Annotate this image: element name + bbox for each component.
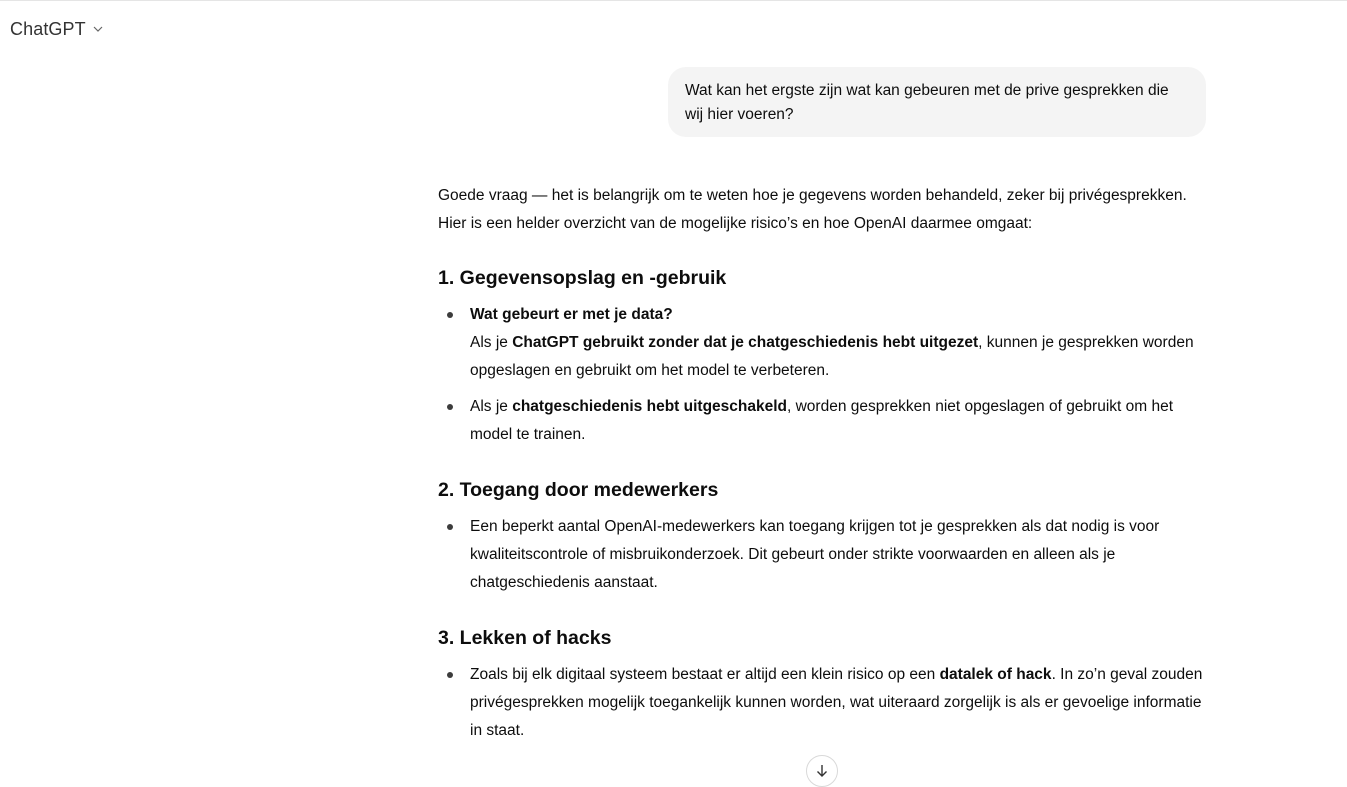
bullet-title: Wat gebeurt er met je data? xyxy=(470,306,673,323)
list-item xyxy=(438,301,1208,385)
section-heading: 2. Toegang door medewerkers xyxy=(438,479,719,501)
intro-text xyxy=(438,182,1218,238)
bullet-dot xyxy=(447,524,453,530)
bullet-suffix: . In zo’n geval zouden privégesprekken mogelijk toegankelijk kunnen worden, wat uiteraard zorgelijk is als er gevoelige informatie in staat. xyxy=(470,666,1203,739)
assistant-message xyxy=(438,182,1218,739)
model-selector[interactable] xyxy=(10,16,104,42)
bullet-bold: ChatGPT gebruikt zonder dat je chatgeschiedenis hebt uitgezet xyxy=(512,334,979,351)
chevron-down-icon xyxy=(92,23,104,35)
section-heading: 3. Lekken of hacks xyxy=(438,627,612,649)
list-item xyxy=(438,513,1208,597)
bullet-list xyxy=(438,661,1208,745)
bullet-dot xyxy=(447,672,453,678)
bullet-suffix: , worden gesprekken niet opgeslagen of gebruikt om het model te trainen. xyxy=(470,398,1174,443)
top-divider xyxy=(0,0,1347,1)
bullet-dot xyxy=(447,404,453,410)
scroll-down-button[interactable] xyxy=(806,755,838,787)
intro-line-1: Goede vraag — het is belangrijk om te weten hoe je gegevens worden behandeld, zeker bij privégesprekken. xyxy=(438,187,1187,204)
list-item xyxy=(438,393,1208,449)
bullet-prefix: Als je xyxy=(470,334,513,351)
bullet-prefix: Zoals bij elk digitaal systeem bestaat er altijd een klein risico op een xyxy=(470,666,940,683)
bullet-suffix: , kunnen je gesprekken worden opgeslagen en gebruikt om het model te verbeteren. xyxy=(470,334,1194,379)
bullet-list xyxy=(438,301,1208,449)
user-message-text: Wat kan het ergste zijn wat kan gebeuren met de prive gesprekken die wij hier voeren? xyxy=(685,82,1169,123)
bullet-bold: datalek of hack xyxy=(939,666,1052,683)
list-item xyxy=(438,661,1208,745)
user-message-bubble xyxy=(668,67,1206,137)
arrow-down-icon xyxy=(815,764,829,778)
bullet-list xyxy=(438,513,1208,597)
bullet-text: Een beperkt aantal OpenAI-medewerkers kan toegang krijgen tot je gesprekken als dat nodig is voor kwaliteitscontrole of misbruikonderzoek. Dit gebeurt onder strikte voorwaarden en alleen als je chatgeschiedenis aanstaat. xyxy=(470,518,1160,591)
bullet-dot xyxy=(447,312,453,318)
section-heading: 1. Gegevensopslag en -gebruik xyxy=(438,267,727,289)
bullet-bold: chatgeschiedenis hebt uitgeschakeld xyxy=(512,398,787,415)
model-name: ChatGPT xyxy=(10,18,86,39)
intro-line-2: Hier is een helder overzicht van de mogelijke risico’s en hoe OpenAI daarmee omgaat: xyxy=(438,215,1033,232)
bullet-prefix: Als je xyxy=(470,398,513,415)
